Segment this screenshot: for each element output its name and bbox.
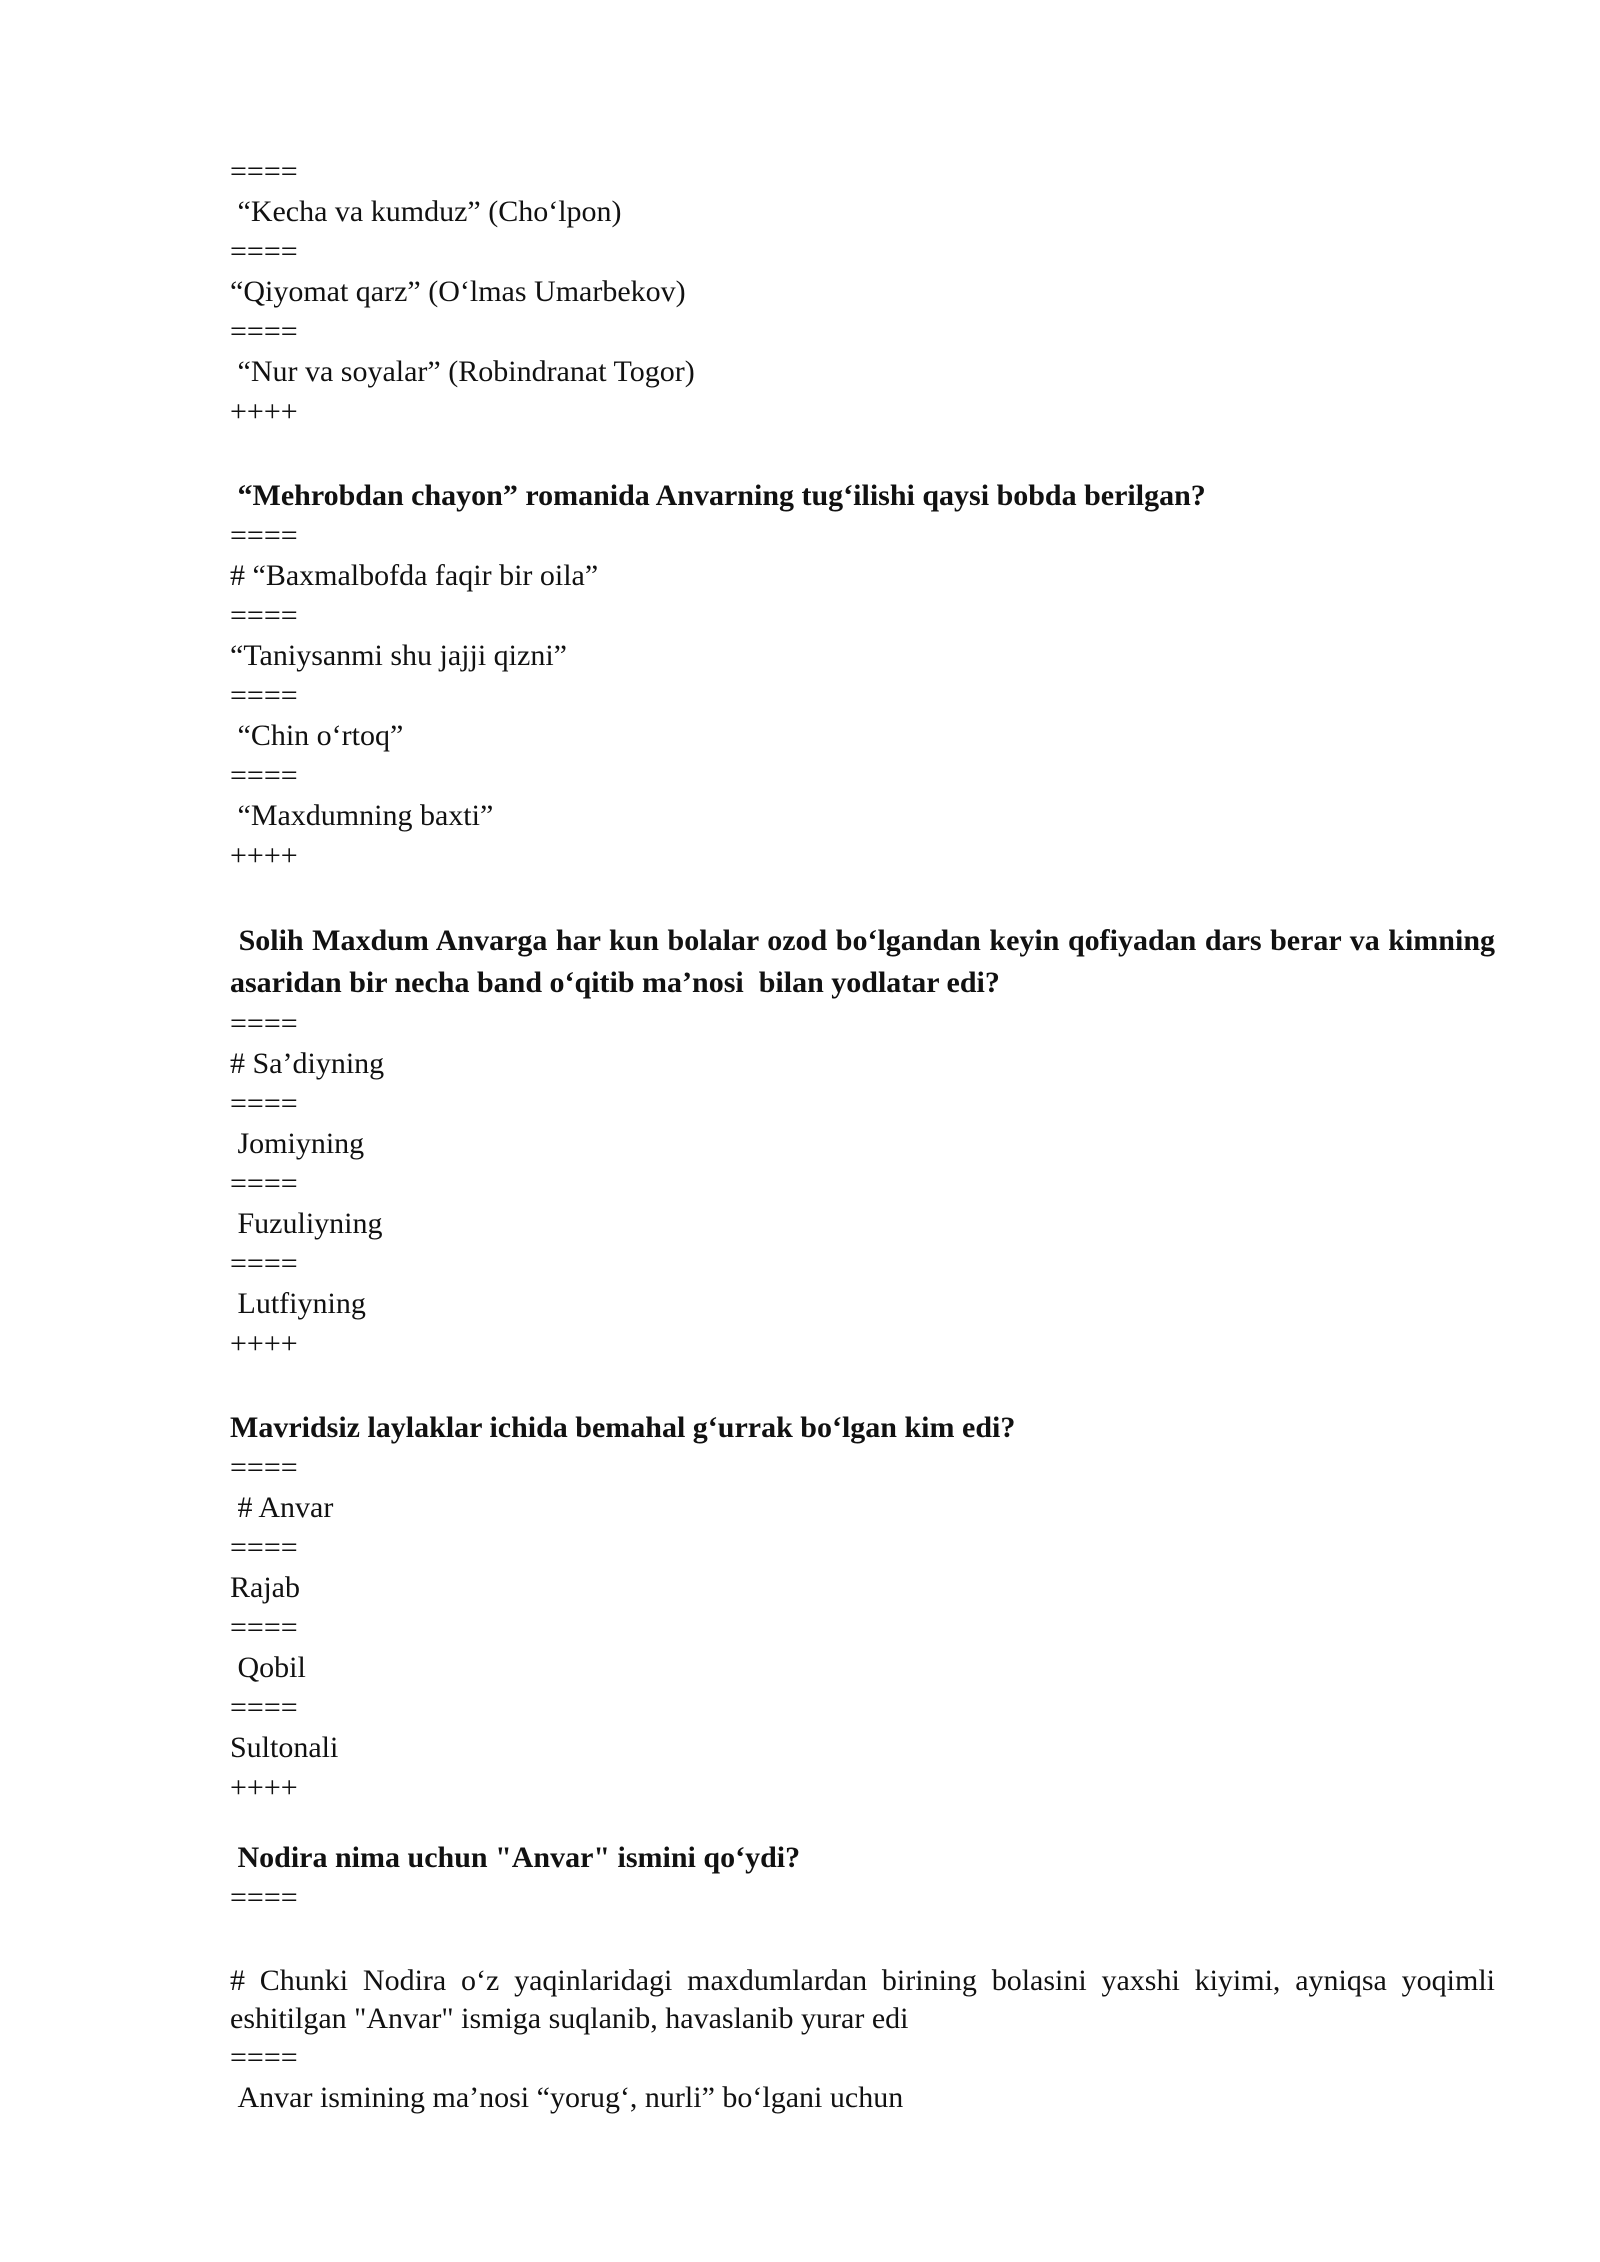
answer-option: “Qiyomat qarz” (O‘lmas Umarbekov) [230, 275, 686, 308]
question-end-marker: ++++ [230, 1771, 298, 1804]
question-end-marker: ++++ [230, 1327, 298, 1360]
separator: ==== [230, 1451, 298, 1484]
question-end-marker: ++++ [230, 395, 298, 428]
answer-correct: # Anvar [230, 1491, 334, 1524]
separator: ==== [230, 519, 298, 552]
answer-option: Jomiyning [230, 1127, 365, 1160]
answer-option: “Chin o‘rtoq” [230, 719, 404, 752]
answer-option: Rajab [230, 1571, 300, 1604]
answer-option: Sultonali [230, 1731, 339, 1764]
separator: ==== [230, 1611, 298, 1644]
question-text: “Mehrobdan chayon” romanida Anvarning tug‘ilishi qaysi bobda berilgan? [230, 479, 1206, 512]
answer-option: Fuzuliyning [230, 1207, 383, 1240]
separator: ==== [230, 1531, 298, 1564]
question-end-marker: ++++ [230, 839, 298, 872]
separator: ==== [230, 1007, 298, 1040]
separator: ==== [230, 1881, 298, 1914]
separator: ==== [230, 2041, 298, 2074]
separator: ==== [230, 679, 298, 712]
answer-option: “Taniysanmi shu jajji qizni” [230, 639, 567, 672]
document-page [230, 152, 1503, 2118]
separator: ==== [230, 235, 298, 268]
separator: ==== [230, 759, 298, 792]
answer-option: Qobil [230, 1651, 306, 1684]
answer-option: “Nur va soyalar” (Robindranat Togor) [230, 355, 695, 388]
answer-correct: # Chunki Nodira o‘z yaqinlaridagi maxdumlardan birining bolasini yaxshi kiyimi, ayniqsa yoqimli eshitilgan "Anvar" ismiga suqlanib, havaslanib yurar edi [230, 1964, 1503, 2035]
separator: ==== [230, 1691, 298, 1724]
separator: ==== [230, 599, 298, 632]
question-text: Solih Maxdum Anvarga har kun bolalar ozod bo‘lgandan keyin qofiyadan dars berar va kimning asaridan bir necha band o‘qitib ma’nosi bilan yodlatar edi? [230, 924, 1503, 999]
separator: ==== [230, 155, 298, 188]
answer-correct: # Sa’diyning [230, 1047, 385, 1080]
answer-option: Anvar ismining ma’nosi “yorug‘, nurli” bo‘lgani uchun [230, 2081, 904, 2114]
question-text: Nodira nima uchun "Anvar" ismini qo‘ydi? [230, 1841, 801, 1874]
separator: ==== [230, 315, 298, 348]
question-text: Mavridsiz laylaklar ichida bemahal g‘urrak bo‘lgan kim edi? [230, 1411, 1016, 1444]
answer-option: Lutfiyning [230, 1287, 366, 1320]
answer-option: “Kecha va kumduz” (Cho‘lpon) [230, 195, 622, 228]
separator: ==== [230, 1167, 298, 1200]
separator: ==== [230, 1087, 298, 1120]
separator: ==== [230, 1247, 298, 1280]
answer-correct: # “Baxmalbofda faqir bir oila” [230, 559, 599, 592]
answer-option: “Maxdumning baxti” [230, 799, 494, 832]
